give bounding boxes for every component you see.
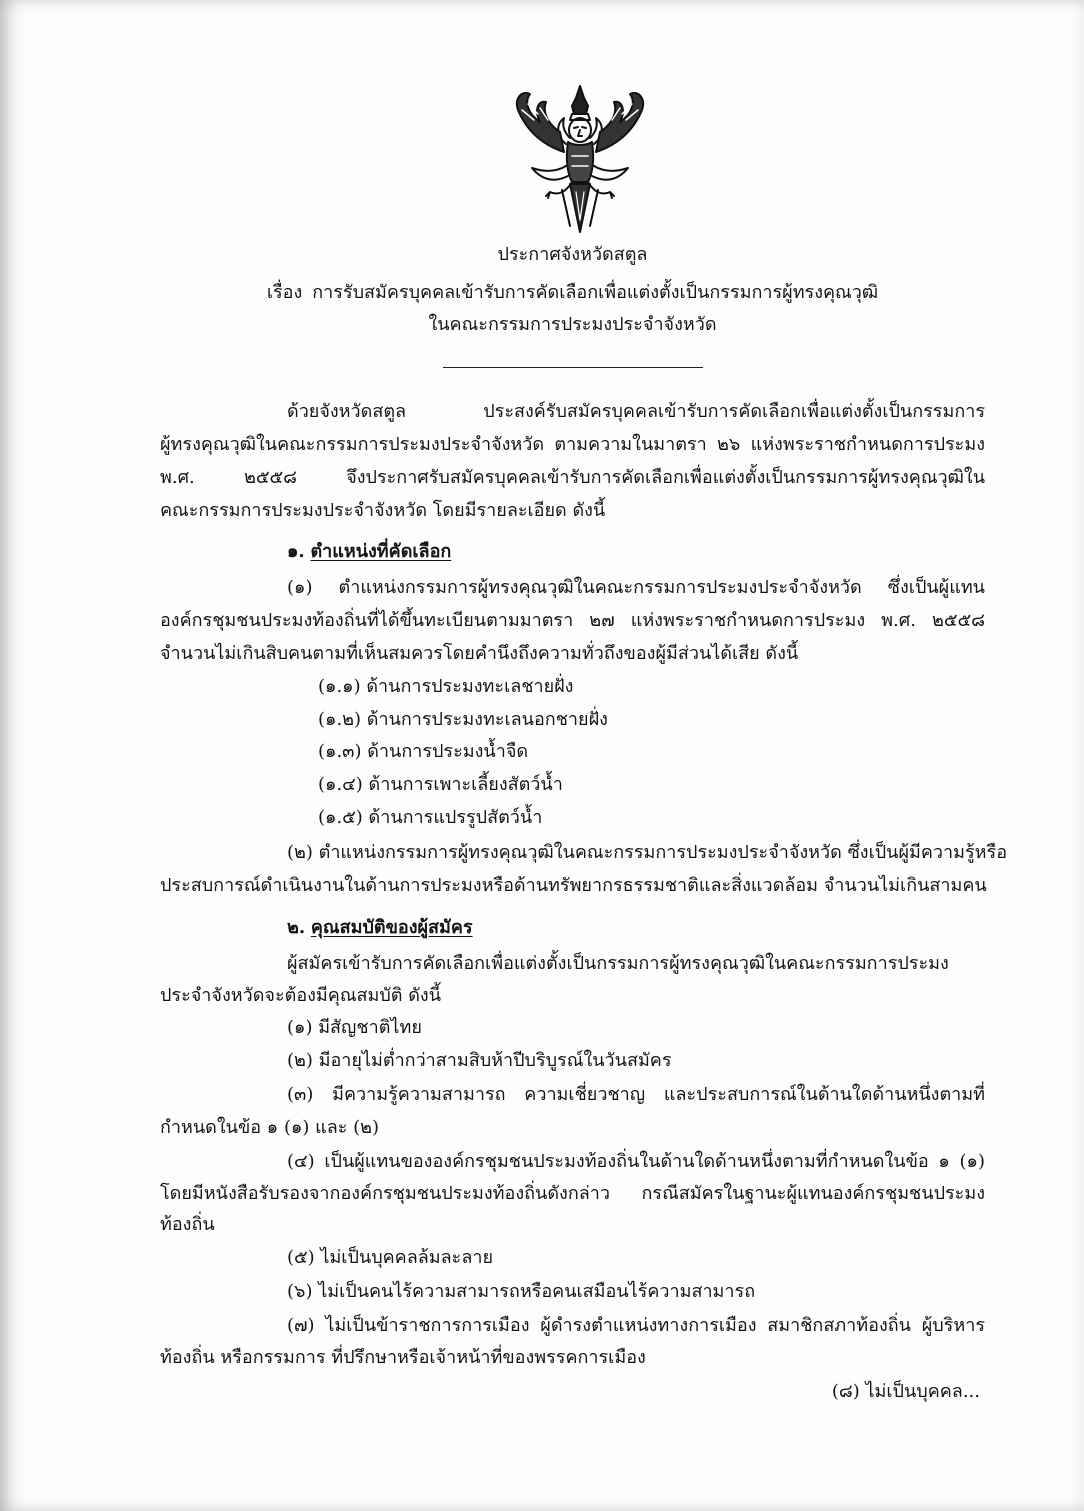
document-title: ประกาศจังหวัดสตูล [497, 244, 648, 265]
intro-line: ผู้ทรงคุณวุฒิในคณะกรรมการประมงประจำจังหวัด ตามความในมาตรา ๒๖ แห่งพระราชกำหนดการประมง [160, 434, 985, 455]
section2-item3-line: (๓) มีความรู้ความสามารถ ความเชี่ยวชาญ และประสบการณ์ในด้านใดด้านหนึ่งตามที่ [287, 1084, 985, 1105]
section1-item1-line: องค์กรชุมชนประมงท้องถิ่นที่ได้ขึ้นทะเบียนตามมาตรา ๒๗ แห่งพระราชกำหนดการประมง พ.ศ. ๒๕๕๘ [160, 610, 985, 631]
section2-item2: (๒) มีอายุไม่ต่ำกว่าสามสิบห้าปีบริบูรณ์ในวันสมัคร [287, 1050, 672, 1071]
section2-intro-line: ประจำจังหวัดจะต้องมีคุณสมบัติ ดังนี้ [160, 985, 441, 1006]
section2-item7-line: ท้องถิ่น หรือกรรมการ ที่ปรึกษาหรือเจ้าหน้าที่ของพรรคการเมือง [160, 1347, 646, 1368]
section2-item7-line: (๗) ไม่เป็นข้าราชการการเมือง ผู้ดำรงตำแหน่งทางการเมือง สมาชิกสภาท้องถิ่น ผู้บริหาร [287, 1315, 985, 1336]
section1-item1-line: (๑) ตำแหน่งกรรมการผู้ทรงคุณวุฒิในคณะกรรมการประมงประจำจังหวัด ซึ่งเป็นผู้แทน [287, 577, 985, 598]
intro-line: คณะกรรมการประมงประจำจังหวัด โดยมีรายละเอียด ดังนี้ [160, 500, 606, 521]
section1-subitem: (๑.๒) ด้านการประมงทะเลนอกชายฝั่ง [318, 709, 608, 730]
subject-label: เรื่อง [266, 282, 303, 303]
section2-heading [287, 912, 985, 944]
section2-item5: (๕) ไม่เป็นบุคคลล้มละลาย [287, 1247, 494, 1268]
section1-subitem: (๑.๔) ด้านการเพาะเลี้ยงสัตว์น้ำ [318, 774, 563, 795]
section2-item6: (๖) ไม่เป็นคนไร้ความสามารถหรือคนเสมือนไร้ความสามารถ [287, 1281, 756, 1302]
section2-item1: (๑) มีสัญชาติไทย [287, 1017, 422, 1038]
section1-item2-line: (๒) ตำแหน่งกรรมการผู้ทรงคุณวุฒิในคณะกรรมการประมงประจำจังหวัด ซึ่งเป็นผู้มีความรู้หรือ [287, 842, 1007, 863]
section2-item3-line: กำหนดในข้อ ๑ (๑) และ (๒) [160, 1117, 380, 1138]
subject-line-2: ในคณะกรรมการประมงประจำจังหวัด [428, 314, 717, 335]
section2-number: ๒. [287, 917, 306, 938]
section2-title: คุณสมบัติของผู้สมัคร [310, 917, 473, 938]
section1-heading [287, 536, 985, 568]
section1-subitem: (๑.๑) ด้านการประมงทะเลชายฝั่ง [318, 676, 574, 697]
title-divider [443, 367, 703, 368]
page-continuation: (๘) ไม่เป็นบุคคล... [831, 1381, 980, 1402]
section1-number: ๑. [287, 541, 305, 562]
section1-subitem: (๑.๕) ด้านการแปรรูปสัตว์น้ำ [318, 807, 543, 828]
intro-line: ด้วยจังหวัดสตูล ประสงค์รับสมัครบุคคลเข้ารับการคัดเลือกเพื่อแต่งตั้งเป็นกรรมการ [287, 401, 985, 422]
section1-subitem: (๑.๓) ด้านการประมงน้ำจืด [318, 741, 529, 762]
section1-title: ตำแหน่งที่คัดเลือก [310, 541, 452, 562]
section2-item4-line: (๔) เป็นผู้แทนขององค์กรชุมชนประมงท้องถิ่นในด้านใดด้านหนึ่งตามที่กำหนดในข้อ ๑ (๑) [287, 1151, 985, 1172]
subject-line [160, 277, 985, 309]
section2-intro-line: ผู้สมัครเข้ารับการคัดเลือกเพื่อแต่งตั้งเป็นกรรมการผู้ทรงคุณวุฒิในคณะกรรมการประมง [287, 953, 949, 974]
section1-item1-line: จำนวนไม่เกินสิบคนตามที่เห็นสมควรโดยคำนึงถึงความทั่วถึงของผู้มีส่วนได้เสีย ดังนี้ [160, 643, 799, 664]
section2-item4-line: ท้องถิ่น [160, 1214, 215, 1235]
section2-item4-line: โดยมีหนังสือรับรองจากองค์กรชุมชนประมงท้องถิ่นดังกล่าว กรณีสมัครในฐานะผู้แทนองค์กรชุมชนประมง [160, 1183, 985, 1204]
subject-text: การรับสมัครบุคคลเข้ารับการคัดเลือกเพื่อแต่งตั้งเป็นกรรมการผู้ทรงคุณวุฒิ [312, 282, 879, 303]
garuda-emblem [500, 80, 660, 240]
section1-item2-line: ประสบการณ์ดำเนินงานในด้านการประมงหรือด้านทรัพยากรธรรมชาติและสิ่งแวดล้อม จำนวนไม่เกินสามคน [160, 875, 987, 896]
intro-line: พ.ศ. ๒๕๕๘ จึงประกาศรับสมัครบุคคลเข้ารับการคัดเลือกเพื่อแต่งตั้งเป็นกรรมการผู้ทรงคุณวุฒิใน [160, 467, 985, 488]
